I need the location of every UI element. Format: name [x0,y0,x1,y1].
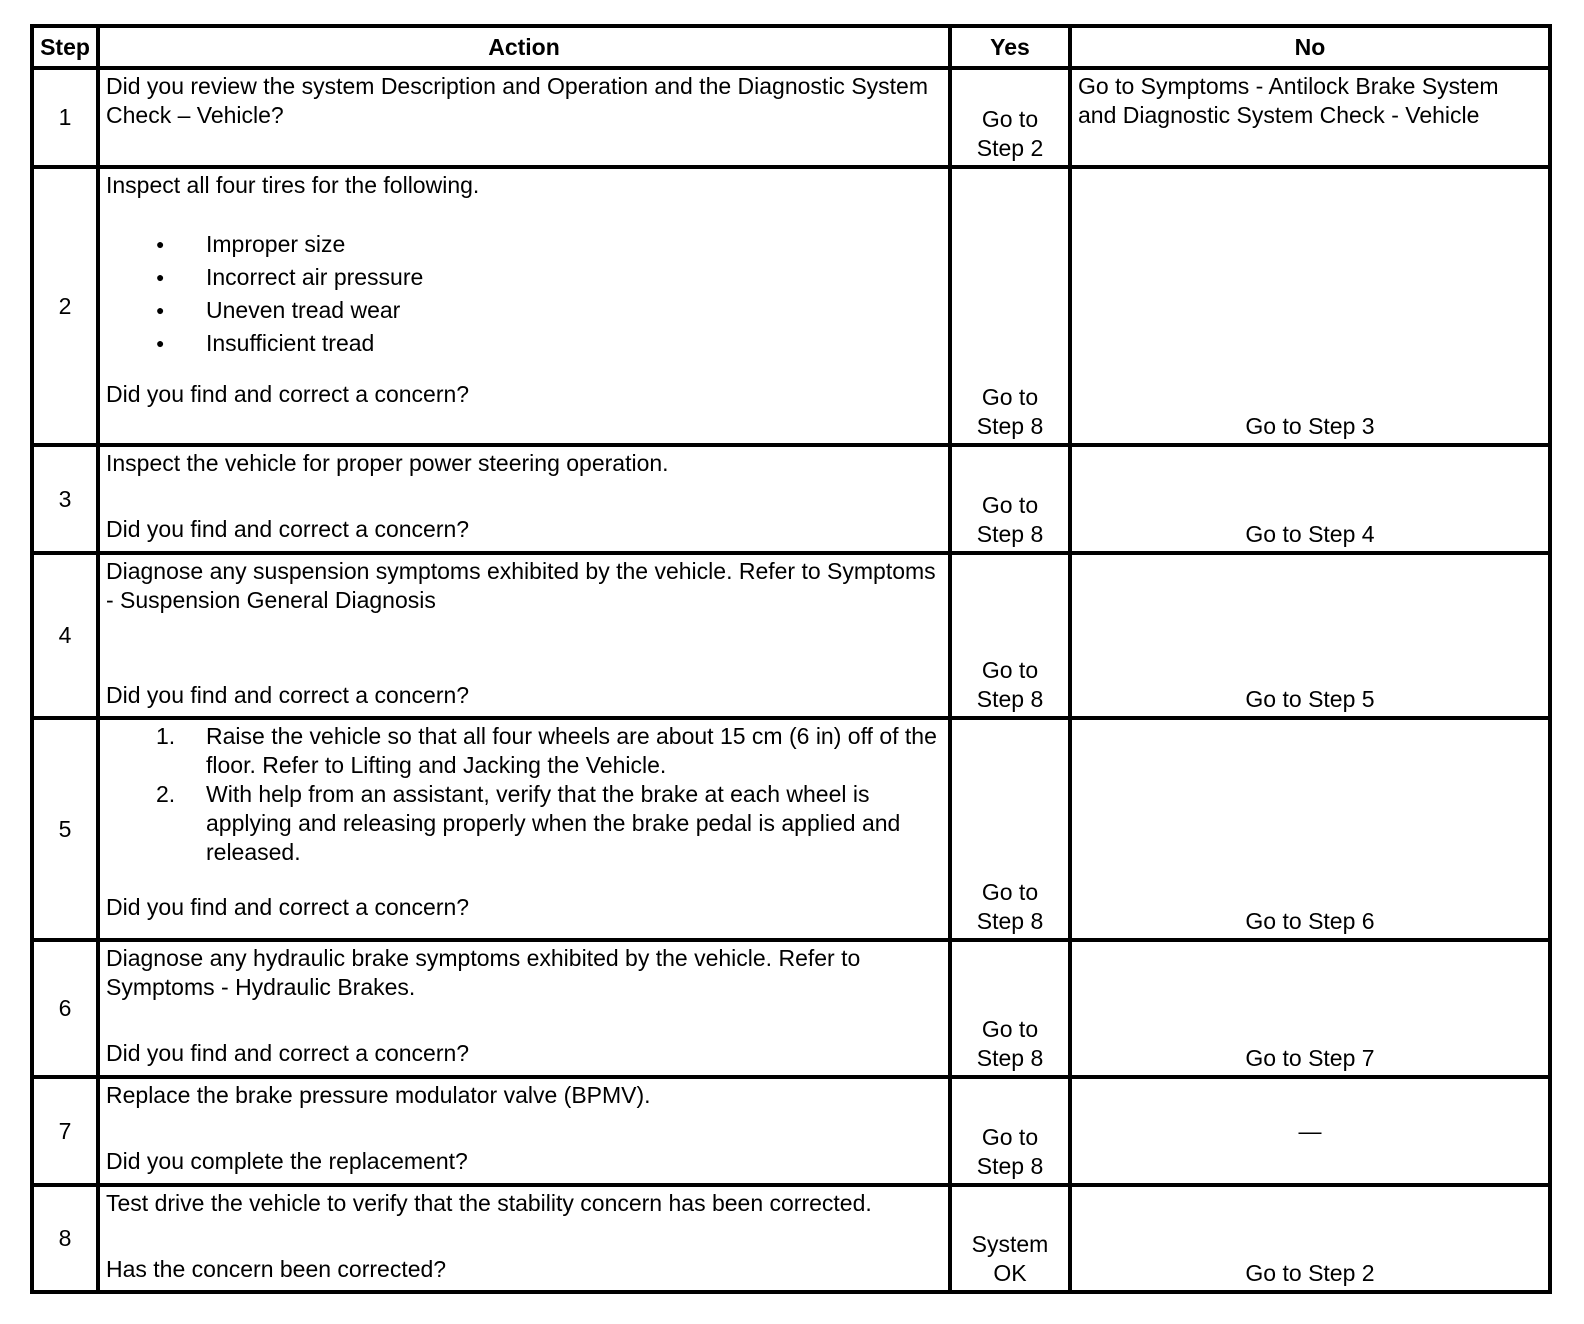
action-cell [98,68,950,167]
yes-line-2: Step 8 [976,413,1044,439]
header-action: Action [98,26,950,68]
action-text: Diagnose any suspension symptoms exhibited by the vehicle. Refer to Symptoms - Suspension General Diagnosis [106,558,936,613]
yes-cell [950,1185,1070,1292]
yes-cell [950,718,1070,940]
table-row-step-6 [32,940,1550,1077]
yes-line-1: Go to [981,106,1039,132]
list-item [156,780,942,867]
yes-cell [950,1077,1070,1185]
table-row-step-7 [32,1077,1550,1185]
yes-line-2: Step 2 [976,135,1044,161]
yes-line-2: OK [993,1260,1027,1286]
yes-line-1: Go to [981,879,1039,905]
action-text: Did you review the system Description and Operation and the Diagnostic System Check – Vehicle? [106,73,929,128]
action-question: Did you find and correct a concern? [106,1040,470,1066]
yes-line-2: Step 8 [976,1153,1044,1179]
step-number: 6 [32,940,98,1077]
yes-line-1: Go to [981,1124,1039,1150]
yes-cell [950,553,1070,718]
table-row-step-3 [32,445,1550,553]
list-item: ● Incorrect air pressure [206,261,942,294]
yes-line-2: Step 8 [976,686,1044,712]
step-number: 4 [32,553,98,718]
yes-cell [950,940,1070,1077]
yes-line-1: System [971,1231,1049,1257]
yes-line-1: Go to [981,1016,1039,1042]
action-text: Test drive the vehicle to verify that the stability concern has been corrected. [106,1190,872,1216]
yes-line-2: Step 8 [976,908,1044,934]
yes-line-2: Step 8 [976,1045,1044,1071]
no-cell: Go to Step 7 [1070,940,1550,1077]
step-number: 3 [32,445,98,553]
action-question: Did you find and correct a concern? [106,682,470,708]
no-cell: Go to Step 2 [1070,1185,1550,1292]
list-text: Raise the vehicle so that all four wheels are about 15 cm (6 in) off of the floor. Refer to Lifting and Jacking the Vehicle. [206,723,937,778]
action-question: Did you find and correct a concern? [106,381,470,407]
action-text: Inspect all four tires for the following. [106,172,480,198]
list-number: 2. [156,781,176,807]
header-yes: Yes [950,26,1070,68]
no-cell: Go to Step 3 [1070,167,1550,445]
list-text: With help from an assistant, verify that the brake at each wheel is applying and releasing properly when the brake pedal is applied and released. [206,781,901,865]
list-item [156,722,942,780]
procedure-list [106,722,942,867]
tire-checklist [106,228,942,360]
table-row-step-5 [32,718,1550,940]
yes-line-2: Step 8 [976,521,1044,547]
no-cell: Go to Step 6 [1070,718,1550,940]
table-row-step-8 [32,1185,1550,1292]
action-question: Has the concern been corrected? [106,1256,447,1282]
action-cell [98,1185,950,1292]
yes-cell [950,68,1070,167]
list-item: ● Insufficient tread [206,327,942,360]
step-number: 7 [32,1077,98,1185]
no-cell: Go to Symptoms - Antilock Brake System and Diagnostic System Check - Vehicle [1070,68,1550,167]
no-cell: Go to Step 4 [1070,445,1550,553]
step-number: 8 [32,1185,98,1292]
action-text: Replace the brake pressure modulator valve (BPMV). [106,1082,651,1108]
action-text: Inspect the vehicle for proper power steering operation. [106,450,669,476]
header-step: Step [32,26,98,68]
action-cell [98,718,950,940]
step-number: 5 [32,718,98,940]
action-cell [98,553,950,718]
yes-cell [950,167,1070,445]
list-number: 1. [156,723,176,749]
step-number: 2 [32,167,98,445]
yes-line-1: Go to [981,492,1039,518]
action-cell [98,445,950,553]
no-cell: Go to Step 5 [1070,553,1550,718]
step-number: 1 [32,68,98,167]
list-item: ● Improper size [206,228,942,261]
action-cell [98,940,950,1077]
table-row-step-1 [32,68,1550,167]
action-question: Did you find and correct a concern? [106,894,470,920]
list-item: ● Uneven tread wear [206,294,942,327]
no-cell: — [1070,1077,1550,1185]
yes-cell [950,445,1070,553]
action-cell [98,167,950,445]
action-cell [98,1077,950,1185]
yes-line-1: Go to [981,384,1039,410]
action-text: Diagnose any hydraulic brake symptoms exhibited by the vehicle. Refer to Symptoms - Hydraulic Brakes. [106,945,861,1000]
action-question: Did you find and correct a concern? [106,516,470,542]
header-row [32,26,1550,68]
header-no: No [1070,26,1550,68]
table-row-step-4 [32,553,1550,718]
diagnostic-table [30,24,1552,1294]
yes-line-1: Go to [981,657,1039,683]
action-question: Did you complete the replacement? [106,1148,468,1174]
table-row-step-2 [32,167,1550,445]
